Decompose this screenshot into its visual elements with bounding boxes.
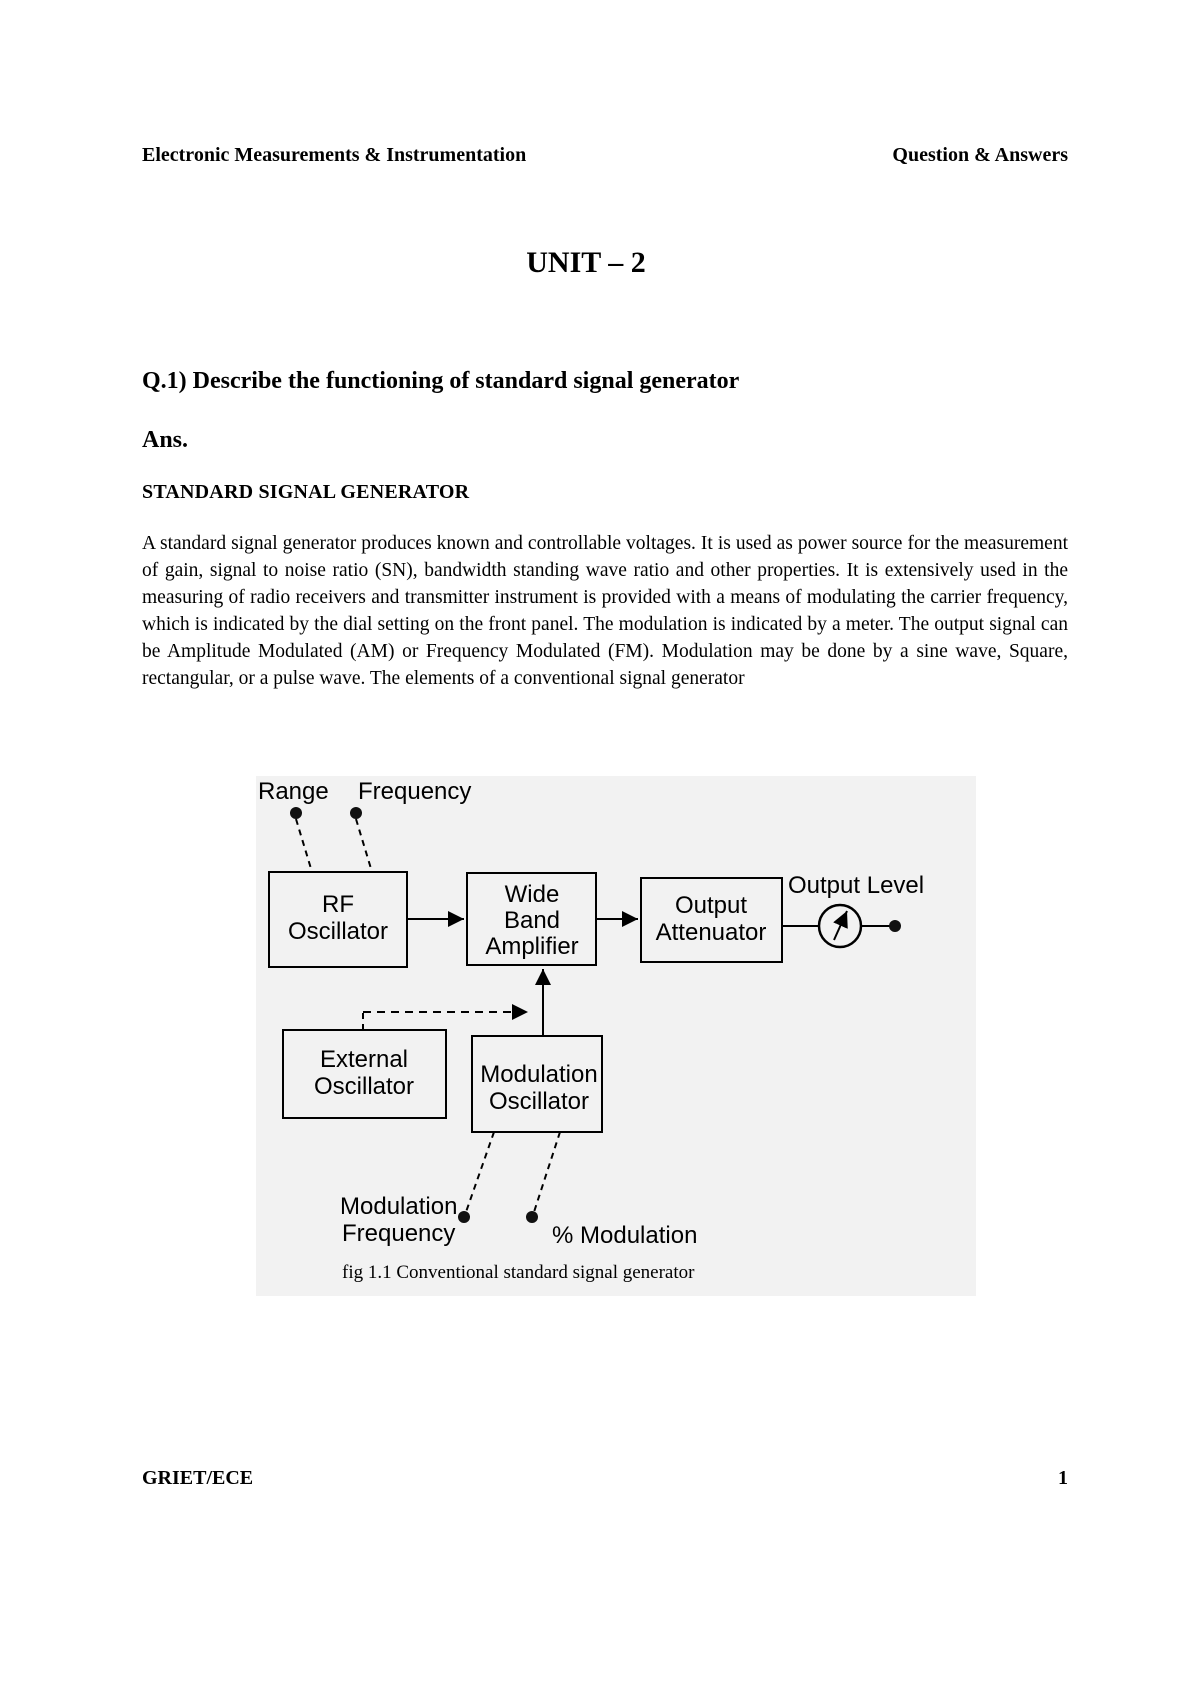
signal-generator-diagram: [256, 776, 976, 1296]
output-terminal-icon: [889, 920, 901, 932]
range-dashed-link: [296, 819, 312, 872]
section-heading: STANDARD SIGNAL GENERATOR: [142, 481, 470, 503]
mod-freq-label-1: Modulation: [340, 1193, 458, 1220]
external-oscillator-label-2: Oscillator: [313, 1073, 415, 1100]
header-left: Electronic Measurements & Instrumentation: [142, 144, 527, 166]
pct-mod-label: % Modulation: [552, 1222, 698, 1249]
body-paragraph: A standard signal generator produces known and controllable voltages. It is used as power source for the measurement of gain, signal to noise ratio (SN), bandwidth standing wave ratio and other properties. It is extensively used in the measuring of radio receivers and transmitter instrument is provided with a means of modulating the carrier frequency, which is indicated by the dial setting on the front panel. The modulation is indicated by a meter. The output signal can be Amplitude Modulated (AM) or Frequency Modulated (FM). Modulation may be done by a sine wave, Square, rectangular, or a pulse wave. The elements of a conventional signal generator: [142, 533, 1068, 689]
external-oscillator-label-1: External: [319, 1046, 409, 1073]
modulation-oscillator-label-1: Modulation: [480, 1061, 598, 1088]
range-label: Range: [258, 778, 329, 805]
pct-mod-knob-icon: [526, 1211, 538, 1223]
mod-freq-knob-icon: [458, 1211, 470, 1223]
attenuator-label-2: Attenuator: [655, 919, 767, 946]
mod-freq-dashed-link: [466, 1132, 494, 1212]
mod-freq-label-2: Frequency: [342, 1220, 456, 1247]
amplifier-label-1: Wide: [504, 881, 560, 908]
page-number: 1: [1058, 1467, 1068, 1489]
footer-left: GRIET/ECE: [142, 1467, 254, 1489]
header-right: Question & Answers: [892, 144, 1068, 166]
frequency-knob-icon: [350, 807, 362, 819]
frequency-dashed-link: [356, 819, 372, 872]
diagram-svg: [256, 776, 976, 1296]
range-knob-icon: [290, 807, 302, 819]
amplifier-label-2: Band: [503, 907, 561, 934]
answer-label: Ans.: [142, 427, 189, 453]
amplifier-label-3: Amplifier: [485, 933, 579, 960]
question-text: Q.1) Describe the functioning of standard signal generator: [142, 368, 740, 394]
rf-oscillator-label-2: Oscillator: [287, 918, 389, 945]
unit-title: UNIT – 2: [526, 246, 646, 279]
rf-oscillator-label-1: RF: [322, 891, 354, 918]
attenuator-label-1: Output: [674, 892, 748, 919]
frequency-label: Frequency: [358, 778, 472, 805]
output-level-label: Output Level: [788, 872, 925, 899]
modulation-oscillator-label-2: Oscillator: [488, 1088, 590, 1115]
figure-caption: fig 1.1 Conventional standard signal generator: [342, 1262, 695, 1283]
pct-mod-dashed-link: [534, 1132, 560, 1212]
meter-needle-icon: [834, 911, 847, 940]
